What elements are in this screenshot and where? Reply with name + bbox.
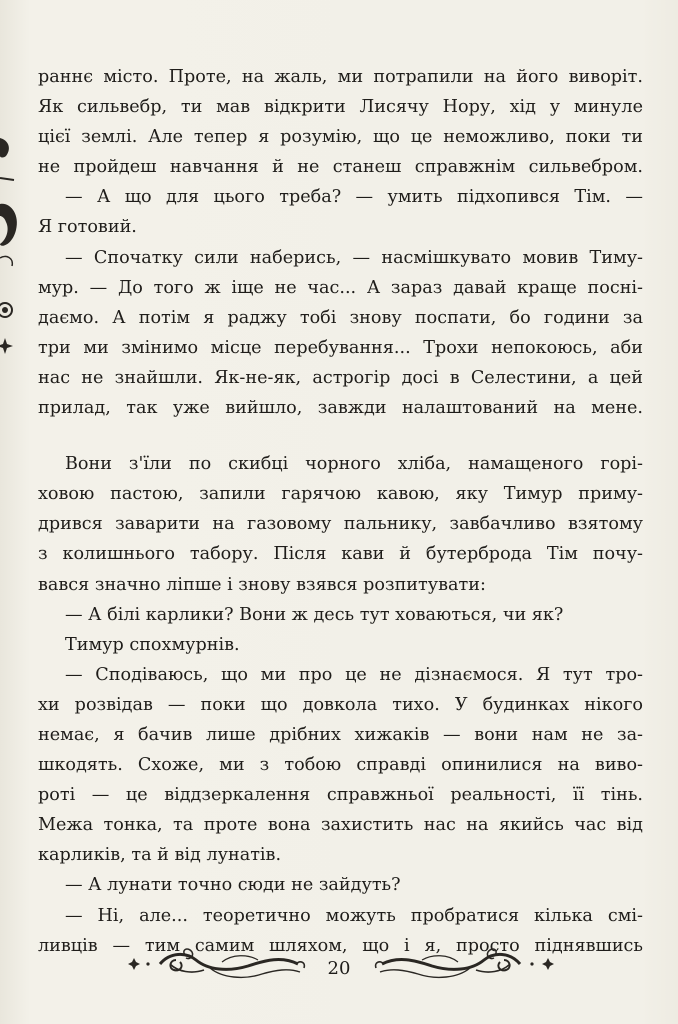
text-line: — А білі карлики? Вони ж десь тут ховаються, чи як?: [65, 604, 564, 625]
page-text: [38, 62, 643, 961]
text-line: вався значно ліпше і знову взявся розпитувати:: [38, 574, 486, 595]
text-line: три ми змінимо місце перебування... Трохи непокоюсь, аби: [38, 337, 643, 358]
text-line: Я готовий.: [38, 217, 137, 238]
text-line: ливців — тим самим шляхом, що і я, просто піднявшись: [38, 935, 643, 956]
margin-ornament-icon: [0, 130, 26, 370]
text-line: Як сильвебр, ти мав відкрити Лисячу Нору, хід у минуле: [38, 97, 643, 118]
text-line: роті — це віддзеркалення справжньої реальності, її тінь.: [38, 785, 643, 806]
text-line: раннє місто. Проте, на жаль, ми потрапили на його виворіт.: [38, 67, 643, 87]
text-line: карликів, та й від лунатів.: [38, 845, 282, 866]
text-line: з колишнього табору. Після кави й бутерброда Тім почу-: [38, 544, 643, 565]
text-line: даємо. А потім я раджу тобі знову поспати, бо години за: [38, 307, 643, 328]
text-line: — Сподіваюсь, що ми про це не дізнаємося. Я тут тро-: [65, 664, 643, 685]
text-line: цієї землі. Але тепер я розумію, що це неможливо, поки ти: [38, 127, 643, 148]
text-line: шкодять. Схоже, ми з тобою справді опинилися на виво-: [38, 755, 643, 776]
text-line: Тимур спохмурнів.: [65, 634, 240, 655]
page-number: 20: [327, 958, 351, 979]
text-line: — А що для цього треба? — умить підхопився Тім. —: [65, 187, 643, 208]
text-line: ховою пастою, запили гарячою кавою, яку Тимур приму-: [38, 484, 643, 505]
text-line: нас не знайшли. Як-не-як, астрогір досі в Селестини, а цей: [38, 367, 643, 388]
text-line: хи розвідав — поки що довкола тихо. У будинках нікого: [38, 694, 643, 715]
text-line: не пройдеш навчання й не станеш справжнім сильвебром.: [38, 157, 643, 178]
text-line: — А лунати точно сюди не зайдуть?: [65, 875, 401, 896]
text-line: — Ні, але... теоретично можуть пробратися кілька смі-: [65, 905, 643, 926]
text-line: мур. — До того ж іще не час... А зараз давай краще поснi-: [38, 277, 643, 298]
text-line: немає, я бачив лише дрібних хижаків — вони нам не за-: [38, 724, 643, 745]
text-line: — Спочатку сили наберись, — насмішкувато мовив Тиму-: [65, 247, 643, 268]
text-line: прилад, так уже вийшло, завжди налаштований на мене.: [38, 398, 643, 419]
text-line: дрився заварити на газовому пальнику, завбачливо взятому: [38, 514, 643, 535]
text-line: Вони з'їли по скибці чорного хліба, намащеного горі-: [65, 454, 643, 475]
text-line: Межа тонка, та проте вона захистить нас на якийсь час від: [38, 815, 643, 836]
